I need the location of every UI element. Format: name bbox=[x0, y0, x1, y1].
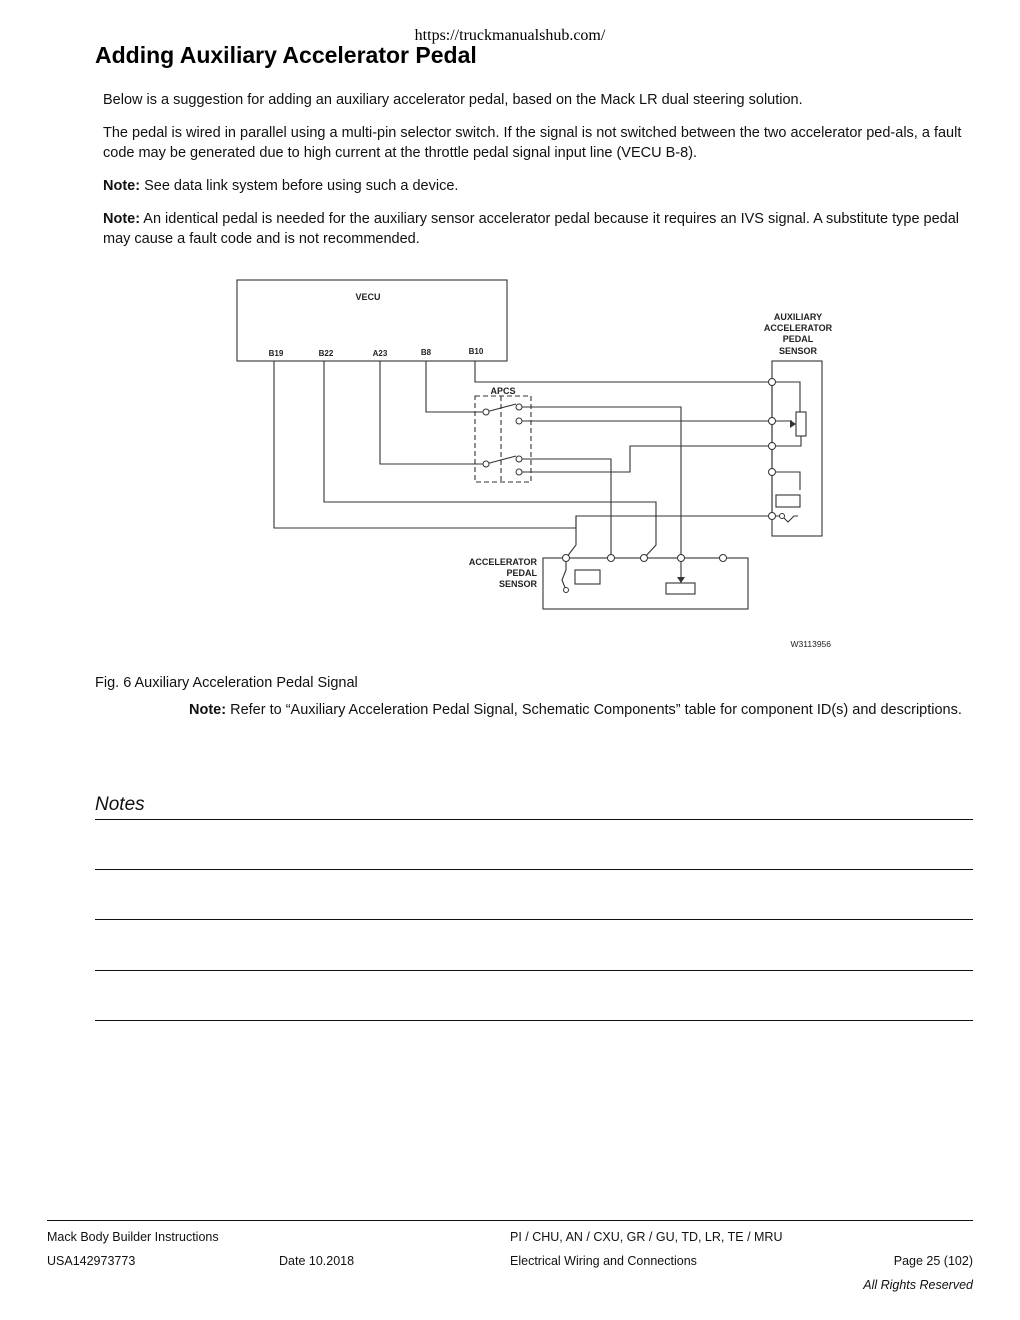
aux-pedal-sensor-box bbox=[772, 361, 822, 536]
main-sensor-label-line: ACCELERATOR bbox=[468, 557, 537, 567]
note-text: Refer to “Auxiliary Acceleration Pedal Signal, Schematic Components” table for component ID(s) and descriptions. bbox=[226, 702, 962, 718]
pin-label: A23 bbox=[372, 349, 388, 358]
aux-relay-coil bbox=[776, 495, 800, 507]
note-label: Note: bbox=[103, 178, 141, 194]
pin-label: B19 bbox=[268, 349, 284, 358]
aux-sensor-label-line: ACCELERATOR bbox=[763, 323, 833, 333]
figure-caption: Fig. 6 Auxiliary Acceleration Pedal Signal bbox=[95, 675, 358, 691]
image-code: W3113956 bbox=[790, 639, 831, 649]
note-text: See data link system before using such a device. bbox=[140, 178, 459, 194]
aux-sensor-label-line: PEDAL bbox=[782, 334, 814, 344]
pin-label: B22 bbox=[318, 349, 334, 358]
footer-rights: All Rights Reserved bbox=[863, 1278, 973, 1292]
notes-line bbox=[95, 919, 973, 920]
pin-label: B8 bbox=[420, 348, 432, 357]
vecu-box bbox=[237, 280, 507, 361]
figure-note bbox=[189, 700, 969, 720]
main-sensor-label-line: PEDAL bbox=[506, 568, 537, 578]
wiring-paragraph: The pedal is wired in parallel using a multi-pin selector switch. If the signal is not switched between the two accelerator ped-als, a fault code may be generated due to high current at the throttle pedal signal input line (VECU B-8). bbox=[103, 125, 962, 161]
note-identical-pedal bbox=[103, 209, 973, 249]
footer-doc-id: USA142973773 bbox=[47, 1254, 136, 1268]
footer-date: Date 10.2018 bbox=[279, 1254, 355, 1268]
main-potentiometer bbox=[666, 583, 695, 594]
notes-line bbox=[95, 819, 973, 820]
apcs-label: APCS bbox=[490, 386, 516, 396]
aux-sensor-label-line: SENSOR bbox=[778, 346, 818, 356]
aux-potentiometer bbox=[796, 412, 806, 436]
notes-line bbox=[95, 869, 973, 870]
notes-line bbox=[95, 970, 973, 971]
notes-title: Notes bbox=[95, 794, 145, 815]
pin-label: B10 bbox=[468, 347, 484, 356]
notes-line bbox=[95, 1020, 973, 1021]
apcs-switch-box bbox=[475, 396, 531, 482]
main-pedal-sensor-box bbox=[543, 558, 748, 609]
footer-models: PI / CHU, AN / CXU, GR / GU, TD, LR, TE / MRU bbox=[510, 1230, 783, 1244]
main-relay-coil bbox=[575, 570, 600, 584]
note-data-link bbox=[103, 176, 973, 196]
footer-doc-title: Mack Body Builder Instructions bbox=[47, 1230, 219, 1244]
page-title: Adding Auxiliary Accelerator Pedal bbox=[95, 42, 477, 68]
main-sensor-label-line: SENSOR bbox=[498, 579, 537, 589]
note-text: An identical pedal is needed for the auxiliary sensor accelerator pedal because it requires an IVS signal. A substitute type pedal may cause a fault code and is not recommended. bbox=[103, 211, 960, 247]
header-url[interactable]: https://truckmanualshub.com/ bbox=[414, 27, 606, 44]
aux-sensor-label-line: AUXILIARY bbox=[773, 312, 823, 322]
note-label: Note: bbox=[103, 211, 141, 227]
intro-paragraph: Below is a suggestion for adding an auxiliary accelerator pedal, based on the Mack LR dual steering solution. bbox=[103, 92, 803, 108]
vecu-label: VECU bbox=[355, 292, 381, 302]
footer-section: Electrical Wiring and Connections bbox=[510, 1254, 697, 1268]
footer-divider bbox=[47, 1220, 973, 1221]
note-label: Note: bbox=[189, 702, 227, 718]
footer-page: Page 25 (102) bbox=[893, 1254, 973, 1268]
